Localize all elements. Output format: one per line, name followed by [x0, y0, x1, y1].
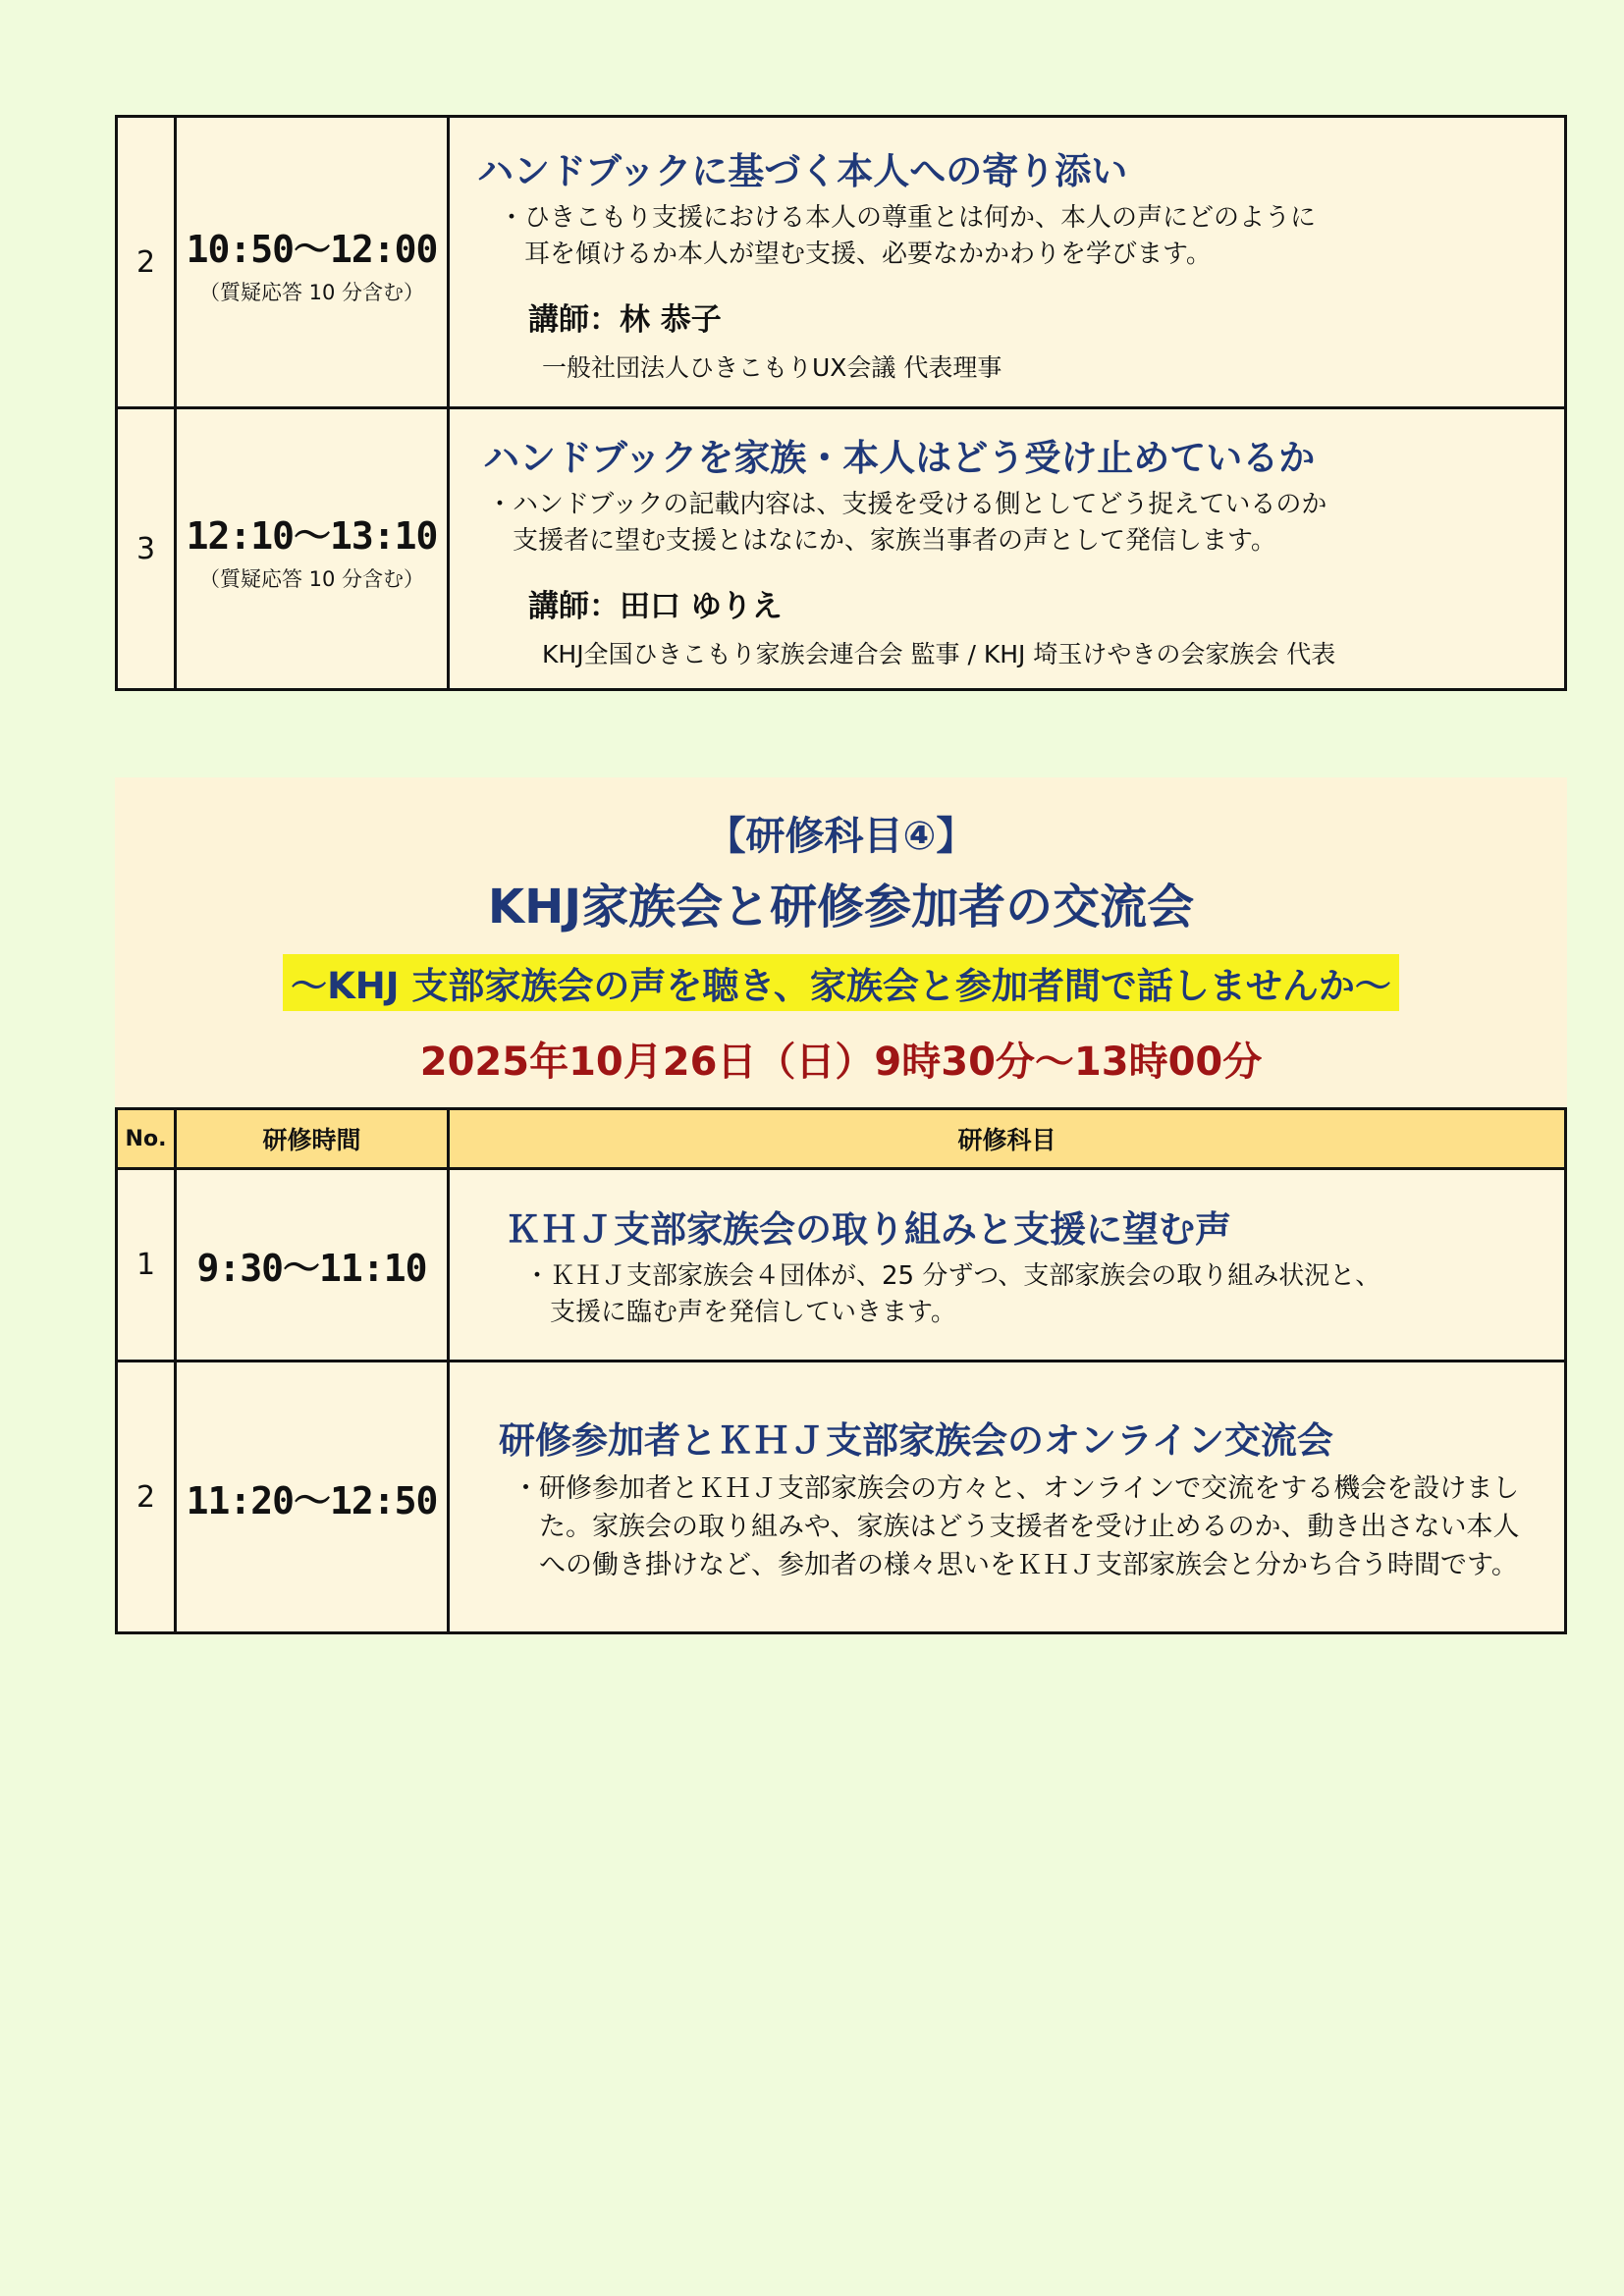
- table-row: [117, 1169, 1566, 1362]
- time-note: （質疑応答 10 分含む）: [198, 566, 425, 591]
- section-subtitle: ～KHJ 支部家族会の声を聴き、家族会と参加者間で話しませんか～: [283, 954, 1399, 1011]
- section-label: 【研修科目④】: [706, 814, 976, 859]
- section-date: 2025年10月26日（日）9時30分～13時00分: [419, 1040, 1263, 1085]
- topic-title: ＫＨＪ支部家族会の取り組みと支援に望む声: [505, 1207, 1231, 1251]
- topic-description: ・ＫＨＪ支部家族会４団体が、25 分ずつ、支部家族会の取り組み状況と、 支援に臨む声を発信していきます。: [524, 1260, 1381, 1327]
- time-range: 12:10～13:10: [186, 513, 438, 558]
- lecturer-organization: KHJ全国ひきこもり家族会連合会 監事 / KHJ 埼玉けやきの会家族会 代表: [542, 639, 1336, 668]
- time-range: 10:50～12:00: [186, 227, 438, 271]
- lecturer-name: 講師：田口 ゆりえ: [528, 588, 783, 624]
- schedule-table-4: [115, 1107, 1567, 1634]
- topic-description: ・ハンドブックの記載内容は、支援を受ける側としてどう捉えているのか 支援者に望む支援とはなにか、家族当事者の声として発信します。: [487, 489, 1327, 556]
- topic-title: ハンドブックを家族・本人はどう受け止めているか: [483, 436, 1316, 479]
- section-4-header: [115, 777, 1567, 1111]
- subject-cell: [449, 117, 1566, 408]
- row-number: 3: [117, 408, 176, 690]
- time-cell: [176, 117, 449, 408]
- topic-title: 研修参加者とＫＨＪ支部家族会のオンライン交流会: [499, 1418, 1333, 1462]
- table-header-row: [117, 1109, 1566, 1169]
- subject-cell: [449, 408, 1566, 690]
- topic-description: ・ひきこもり支援における本人の尊重とは何か、本人の声にどのように 耳を傾けるか本人が望む支援、必要なかかわりを学びます。: [499, 202, 1317, 269]
- time-cell: [176, 408, 449, 690]
- table-row: [117, 1362, 1566, 1633]
- lecturer-organization: 一般社団法人ひきこもりUX会議 代表理事: [542, 352, 1002, 382]
- header-subject: 研修科目: [449, 1109, 1566, 1169]
- row-number: 2: [117, 1362, 176, 1633]
- schedule-table-3: [115, 115, 1567, 691]
- time-cell: [176, 1169, 449, 1362]
- topic-title: ハンドブックに基づく本人への寄り添い: [477, 149, 1128, 192]
- header-no: No.: [117, 1109, 176, 1169]
- table-row: [117, 408, 1566, 690]
- row-number: 2: [117, 117, 176, 408]
- time-range: 11:20～12:50: [186, 1478, 438, 1522]
- row-number: 1: [117, 1169, 176, 1362]
- time-cell: [176, 1362, 449, 1633]
- section-title: KHJ家族会と研修参加者の交流会: [487, 880, 1195, 934]
- subject-cell: [449, 1362, 1566, 1633]
- time-note: （質疑応答 10 分含む）: [198, 280, 425, 304]
- lecturer-name: 講師：林 恭子: [528, 301, 722, 338]
- subject-cell: [449, 1169, 1566, 1362]
- header-time: 研修時間: [176, 1109, 449, 1169]
- table-row: [117, 117, 1566, 408]
- topic-description: ・研修参加者とＫＨＪ支部家族会の方々と、オンラインで交流をする機会を設けまし た。家族会の取り組みや、家族はどう支援者を受け止めるのか、動き出さない本人 への働き掛けなど、参加者の様々思いをＫＨＪ支部家族会と分かち合う時間です。: [513, 1472, 1520, 1580]
- time-range: 9:30～11:10: [196, 1247, 427, 1290]
